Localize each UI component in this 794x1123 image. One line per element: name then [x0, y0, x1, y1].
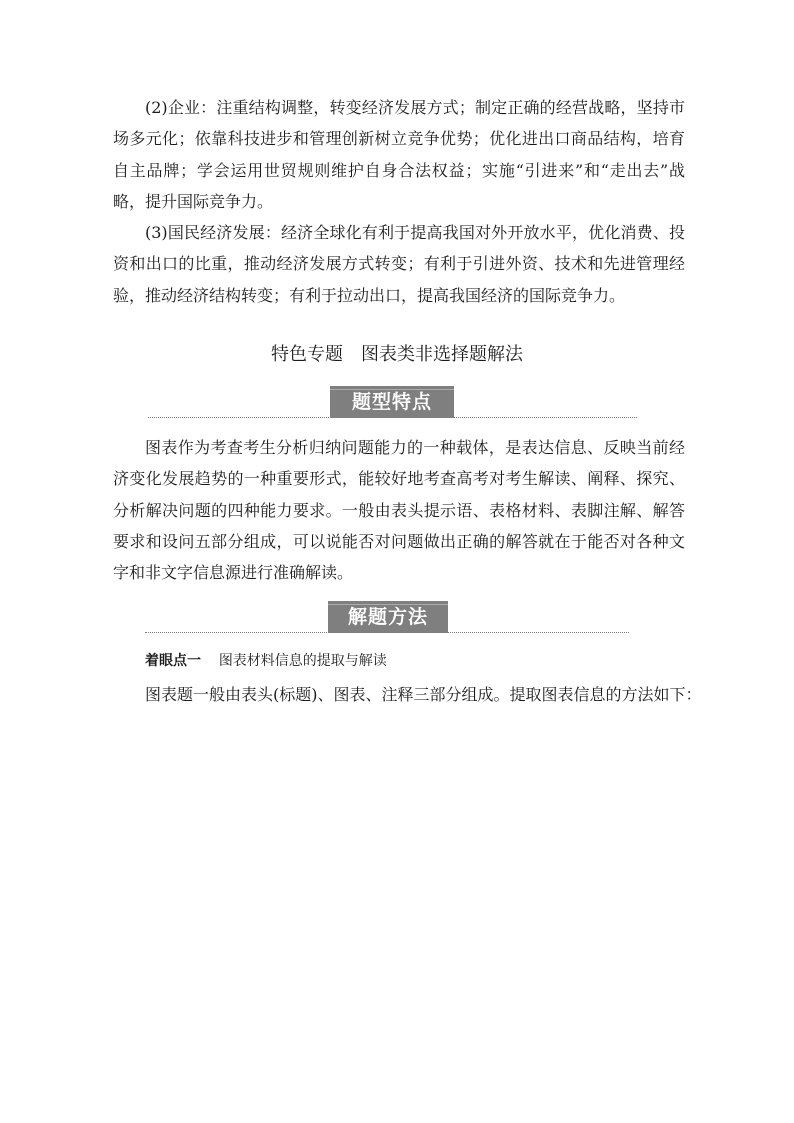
features-banner-block [148, 386, 637, 420]
methods-banner-block [145, 601, 629, 635]
paragraph-national-economy: (3)国民经济发展：经济全球化有利于提高我国对外开放水平，优化消费、投资和出口的比重，推动经济发展方式转变；有利于引进外资、技术和先进管理经验，推动经济结构转变；有利于拉动出口，提高我国经济的国际竞争力。 [113, 223, 685, 305]
point-heading [145, 650, 387, 670]
methods-banner: 解题方法 [328, 601, 448, 633]
paragraph-enterprise: (2)企业：注重结构调整，转变经济发展方式；制定正确的经营战略，坚持市场多元化；依靠科技进步和管理创新树立竞争优势；优化进出口商品结构，培育自主品牌；学会运用世贸规则维护自身合法权益；实施“引进来”和“走出去”战略，提升国际竞争力。 [113, 98, 685, 211]
method-text: 图表题一般由表头(标题)、图表、注释三部分组成。提取图表信息的方法如下： [145, 685, 702, 704]
point-label: 着眼点一 [145, 653, 201, 669]
section-title: 特色专题 图表类非选择题解法 [271, 344, 523, 365]
paragraph-intro: 图表作为考查考生分析归纳问题能力的一种载体，是表达信息、反映当前经济变化发展趋势的一种重要形式，能较好地考查高考对考生解读、阐释、探究、分析解决问题的四种能力要求。一般由表头提示语、表格材料、表脚注解、解答要求和设问五部分组成，可以说能否对问题做出正确的解答就在于能否对各种文字和非文字信息源进行准确解读。 [113, 438, 685, 583]
point-title: 图表材料信息的提取与解读 [218, 653, 387, 669]
features-banner: 题型特点 [330, 386, 454, 418]
